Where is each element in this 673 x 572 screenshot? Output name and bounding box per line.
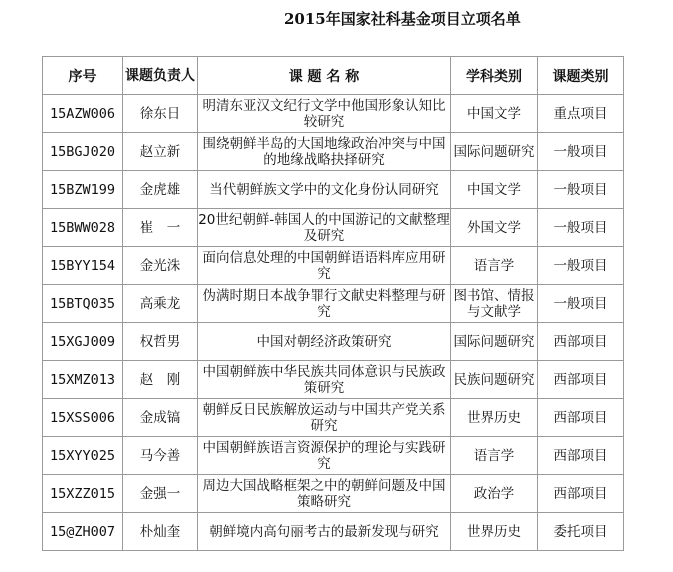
code-cell: 15@ZH007: [43, 513, 123, 551]
topic-cell: 朝鲜反日民族解放运动与中国共产党关系研究: [198, 399, 451, 437]
subject-cell: 中国文学: [451, 171, 538, 209]
subject-cell: 语言学: [451, 247, 538, 285]
code-cell: 15BTQ035: [43, 285, 123, 323]
person-cell: 徐东日: [123, 95, 198, 133]
subject-cell: 政治学: [451, 475, 538, 513]
header-row: [43, 57, 624, 95]
table-row: [43, 475, 624, 513]
table-row: [43, 437, 624, 475]
table-row: [43, 95, 624, 133]
header-seq: 序号: [43, 57, 123, 95]
category-cell: 一般项目: [538, 285, 624, 323]
subject-cell: 国际问题研究: [451, 323, 538, 361]
header-person: 课题负责人: [123, 57, 198, 95]
person-cell: 金光洙: [123, 247, 198, 285]
category-cell: 重点项目: [538, 95, 624, 133]
person-cell: 朴灿奎: [123, 513, 198, 551]
subject-cell: 国际问题研究: [451, 133, 538, 171]
table-row: [43, 513, 624, 551]
category-cell: 一般项目: [538, 171, 624, 209]
category-cell: 西部项目: [538, 475, 624, 513]
person-cell: 权哲男: [123, 323, 198, 361]
code-cell: 15XYY025: [43, 437, 123, 475]
table-row: [43, 361, 624, 399]
person-cell: 金虎雄: [123, 171, 198, 209]
header-subject: 学科类别: [451, 57, 538, 95]
subject-cell: 世界历史: [451, 513, 538, 551]
topic-cell: 中国朝鲜族中华民族共同体意识与民族政策研究: [198, 361, 451, 399]
table-row: [43, 247, 624, 285]
subject-cell: 民族问题研究: [451, 361, 538, 399]
project-table: [42, 56, 624, 551]
subject-cell: 图书馆、情报与文献学: [451, 285, 538, 323]
header-topic: 课 题 名 称: [198, 57, 451, 95]
code-cell: 15BYY154: [43, 247, 123, 285]
code-cell: 15XSS006: [43, 399, 123, 437]
person-cell: 赵立新: [123, 133, 198, 171]
topic-cell: 朝鲜境内高句丽考古的最新发现与研究: [198, 513, 451, 551]
topic-cell: 中国朝鲜族语言资源保护的理论与实践研究: [198, 437, 451, 475]
category-cell: 委托项目: [538, 513, 624, 551]
topic-cell: 明清东亚汉文纪行文学中他国形象认知比较研究: [198, 95, 451, 133]
category-cell: 一般项目: [538, 209, 624, 247]
topic-cell: 围绕朝鲜半岛的大国地缘政治冲突与中国的地缘战略抉择研究: [198, 133, 451, 171]
table-row: [43, 285, 624, 323]
header-category: 课题类别: [538, 57, 624, 95]
code-cell: 15XGJ009: [43, 323, 123, 361]
subject-cell: 外国文学: [451, 209, 538, 247]
category-cell: 西部项目: [538, 437, 624, 475]
subject-cell: 中国文学: [451, 95, 538, 133]
topic-cell: 伪满时期日本战争罪行文献史料整理与研究: [198, 285, 451, 323]
topic-cell: 面向信息处理的中国朝鲜语语料库应用研究: [198, 247, 451, 285]
code-cell: 15AZW006: [43, 95, 123, 133]
table-row: [43, 171, 624, 209]
category-cell: 西部项目: [538, 323, 624, 361]
code-cell: 15BWW028: [43, 209, 123, 247]
category-cell: 西部项目: [538, 361, 624, 399]
code-cell: 15BGJ020: [43, 133, 123, 171]
topic-cell: 20世纪朝鲜-韩国人的中国游记的文献整理及研究: [198, 209, 451, 247]
page-title: 2015年国家社科基金项目立项名单: [284, 10, 521, 28]
table-row: [43, 133, 624, 171]
subject-cell: 语言学: [451, 437, 538, 475]
person-cell: 高乘龙: [123, 285, 198, 323]
category-cell: 一般项目: [538, 247, 624, 285]
person-cell: 金强一: [123, 475, 198, 513]
table-row: [43, 399, 624, 437]
topic-cell: 周边大国战略框架之中的朝鲜问题及中国策略研究: [198, 475, 451, 513]
person-cell: 马今善: [123, 437, 198, 475]
category-cell: 西部项目: [538, 399, 624, 437]
code-cell: 15XZZ015: [43, 475, 123, 513]
person-cell: 赵 刚: [123, 361, 198, 399]
table-row: [43, 323, 624, 361]
code-cell: 15XMZ013: [43, 361, 123, 399]
subject-cell: 世界历史: [451, 399, 538, 437]
topic-cell: 当代朝鲜族文学中的文化身份认同研究: [198, 171, 451, 209]
topic-cell: 中国对朝经济政策研究: [198, 323, 451, 361]
code-cell: 15BZW199: [43, 171, 123, 209]
person-cell: 崔 一: [123, 209, 198, 247]
person-cell: 金成镐: [123, 399, 198, 437]
category-cell: 一般项目: [538, 133, 624, 171]
table-row: [43, 209, 624, 247]
